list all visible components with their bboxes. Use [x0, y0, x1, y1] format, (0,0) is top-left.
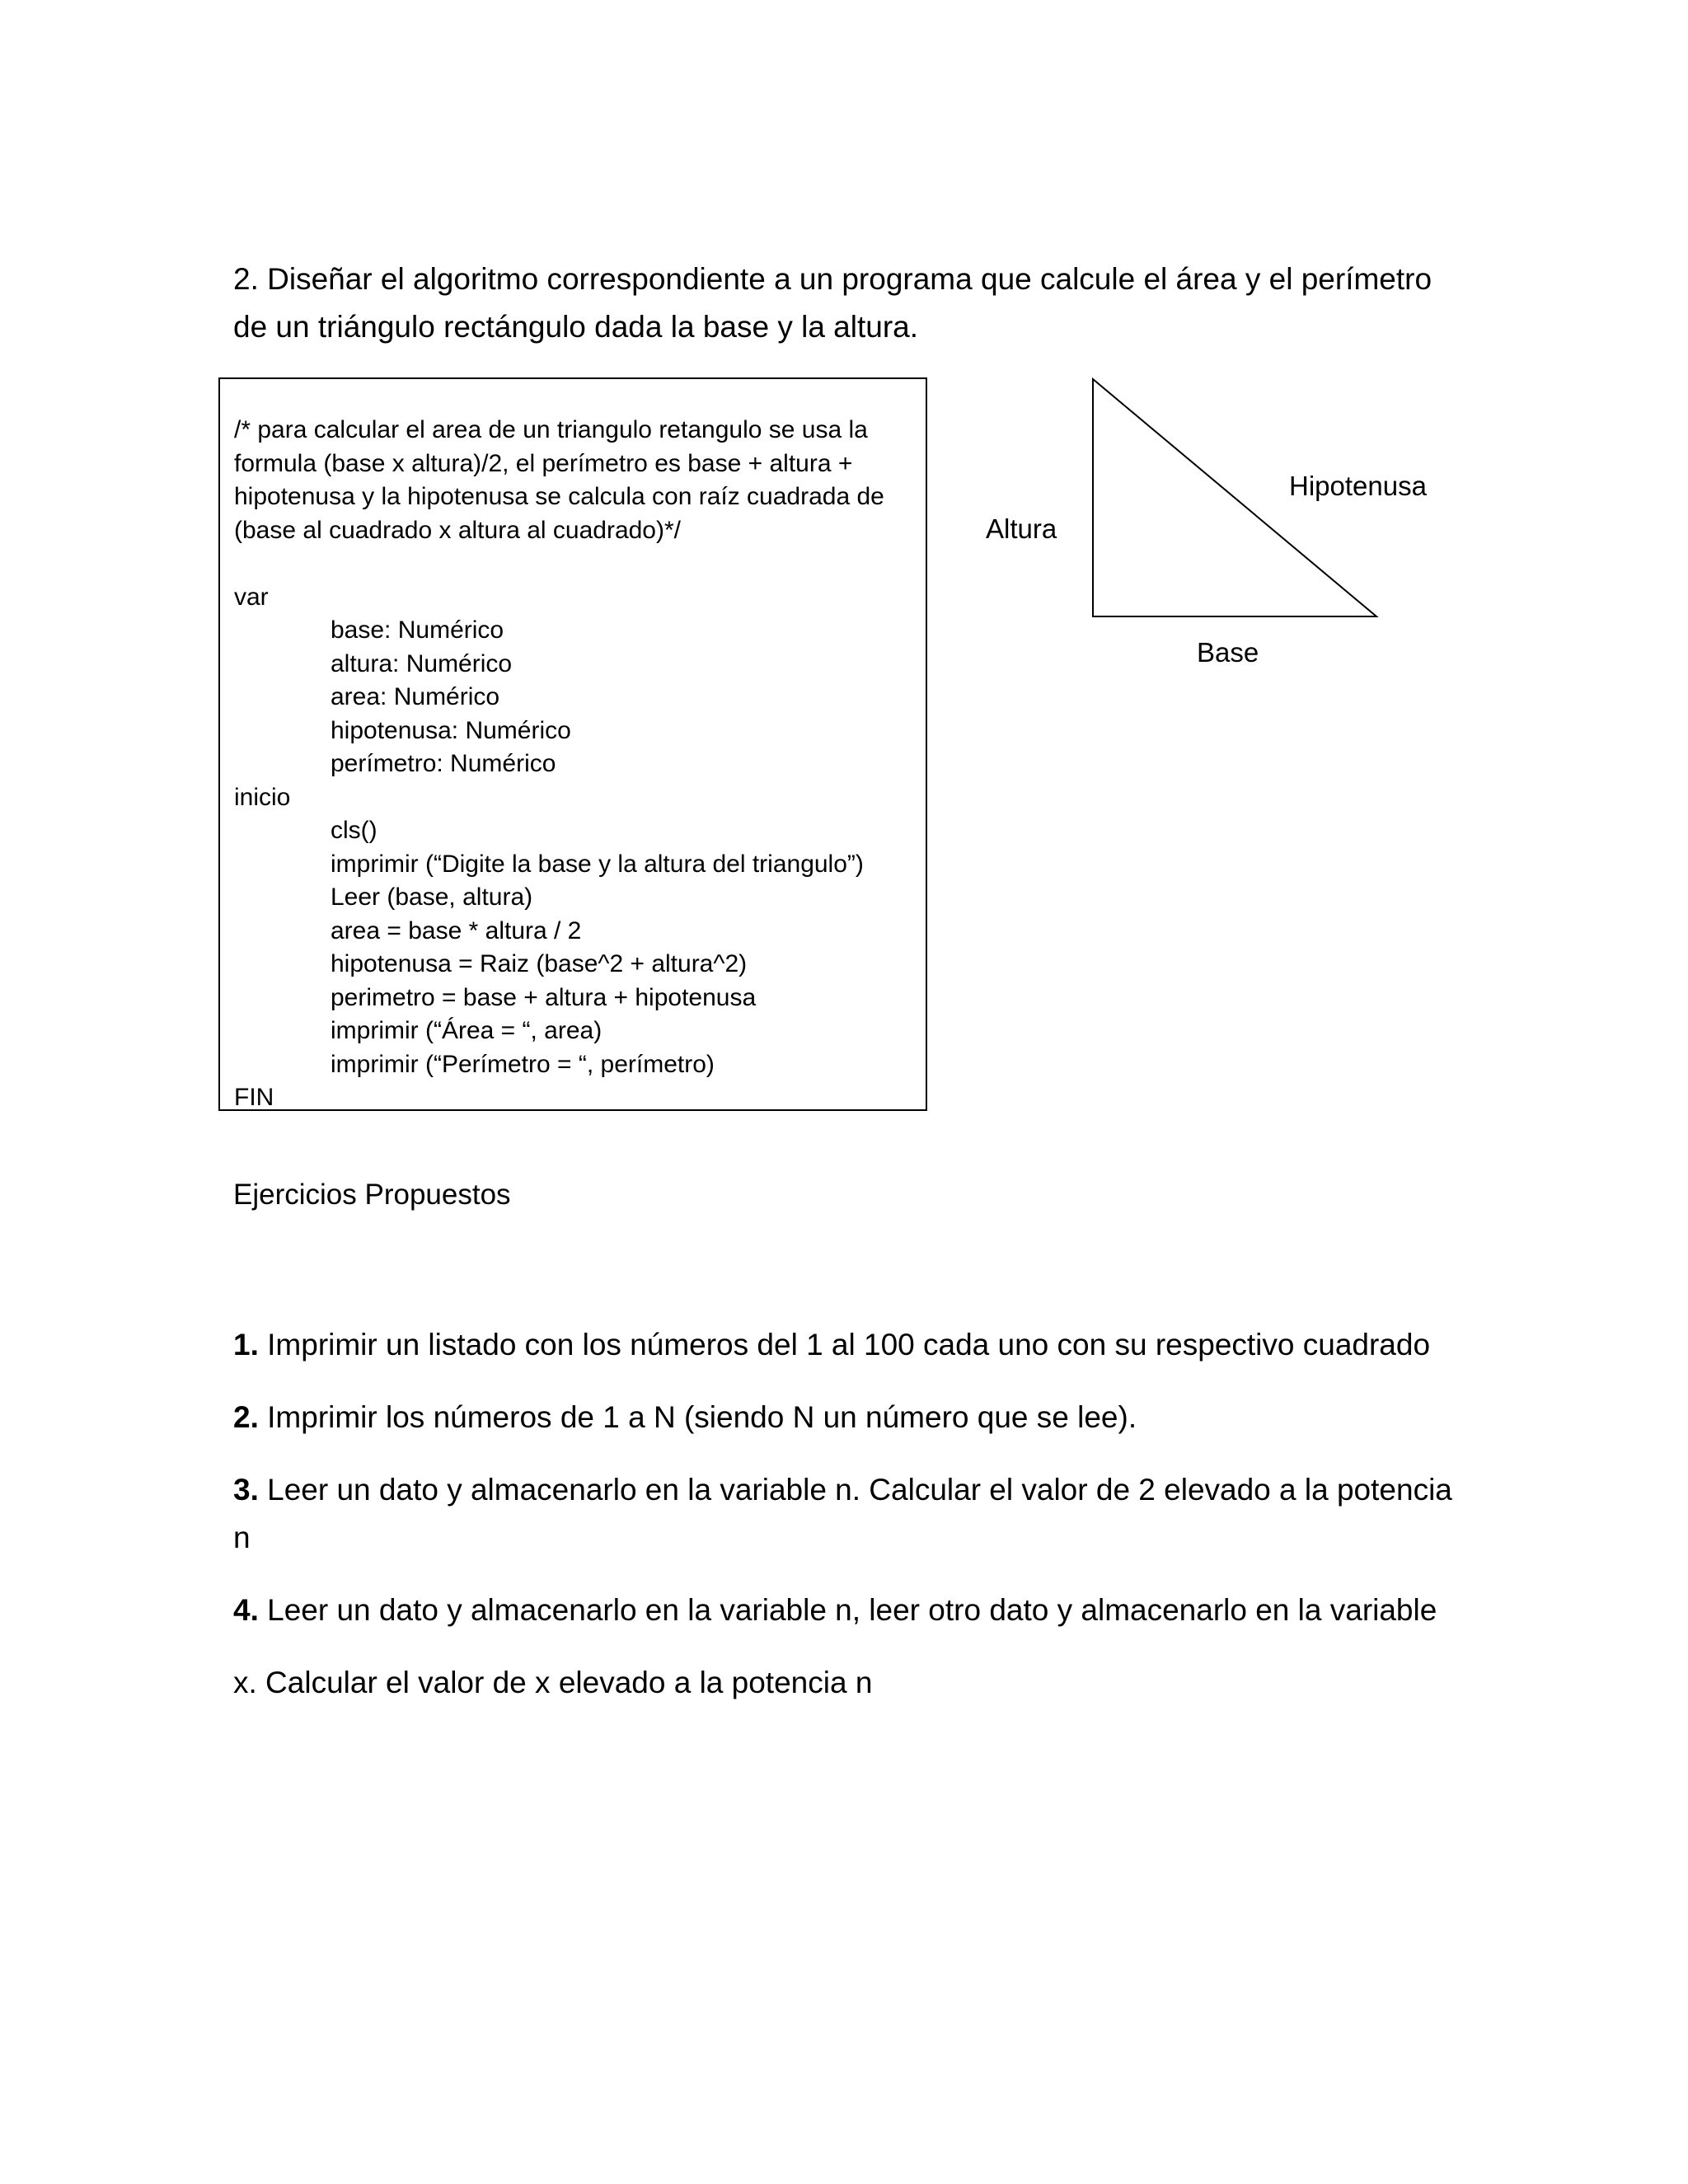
- list-item: [233, 1394, 1470, 1441]
- algorithm-statement: area = base * altura / 2: [331, 916, 582, 944]
- algorithm-statement: hipotenusa = Raiz (base^2 + altura^2): [331, 950, 748, 977]
- altura-label: Altura: [986, 513, 1057, 544]
- algorithm-statement: imprimir (“Digite la base y la altura del triangulo”): [331, 850, 864, 878]
- list-item: [233, 1586, 1470, 1634]
- exercise-text-continuation: n: [233, 1521, 251, 1554]
- algorithm-comment-line: (base al cuadrado x altura al cuadrado)*/: [234, 516, 681, 544]
- algorithm-comment-line: /* para calcular el area de un triangulo retangulo se usa la: [234, 416, 868, 443]
- exercise-text: Leer un dato y almacenarlo en la variable n. Calcular el valor de 2 elevado a la potencia: [258, 1473, 1452, 1507]
- algorithm-box: [218, 377, 927, 1111]
- algorithm-var-declaration: area: Numérico: [331, 683, 500, 710]
- algorithm-statement: imprimir (“Área = “, area): [331, 1017, 603, 1044]
- statement-line-1: 2. Diseñar el algoritmo correspondiente a un programa que calcule el área y el perímetro: [233, 262, 1432, 296]
- section-title: Ejercicios Propuestos: [233, 1179, 511, 1211]
- base-label: Base: [1197, 637, 1259, 668]
- exercise-statement: [233, 255, 1470, 351]
- statement-line-2: de un triángulo rectángulo dada la base y la altura.: [233, 310, 919, 344]
- algorithm-var-declaration: base: Numérico: [331, 616, 504, 644]
- exercise-text: Imprimir un listado con los números del 1 al 100 cada uno con su respectivo cuadrado: [258, 1328, 1431, 1361]
- exercise-number: 2.: [233, 1400, 259, 1434]
- algorithm-var-declaration: altura: Numérico: [331, 649, 513, 677]
- algorithm-var-declaration: hipotenusa: Numérico: [331, 716, 571, 744]
- list-item: [233, 1466, 1470, 1562]
- exercise-number: 1.: [233, 1328, 259, 1361]
- algorithm-start-keyword: inicio: [234, 783, 291, 811]
- list-item: [233, 1321, 1470, 1369]
- algorithm-blank-line: [234, 547, 926, 581]
- exercise-number: 4.: [233, 1593, 259, 1627]
- right-triangle-figure: [973, 371, 1467, 684]
- hipotenusa-label: Hipotenusa: [1289, 471, 1427, 501]
- exercise-number: 3.: [233, 1473, 259, 1507]
- algorithm-statement: cls(): [331, 817, 377, 844]
- exercise-text: Leer un dato y almacenarlo en la variable n, leer otro dato y almacenarlo en la variable: [258, 1593, 1437, 1627]
- exercise-text-continuation: x. Calcular el valor de x elevado a la potencia n: [233, 1666, 873, 1699]
- algorithm-end-keyword: FIN: [234, 1084, 274, 1111]
- algorithm-statement: imprimir (“Perímetro = “, perímetro): [331, 1050, 715, 1078]
- algorithm-statement: Leer (base, altura): [331, 883, 533, 911]
- algorithm-var-declaration: perímetro: Numérico: [331, 750, 556, 777]
- algorithm-comment-line: hipotenusa y la hipotenusa se calcula con raíz cuadrada de: [234, 483, 884, 510]
- algorithm-comment-line: formula (base x altura)/2, el perímetro es base + altura +: [234, 449, 853, 477]
- exercise-text: Imprimir los números de 1 a N (siendo N un número que se lee).: [258, 1400, 1137, 1434]
- algorithm-var-keyword: var: [234, 583, 269, 611]
- algorithm-statement: perimetro = base + altura + hipotenusa: [331, 983, 757, 1011]
